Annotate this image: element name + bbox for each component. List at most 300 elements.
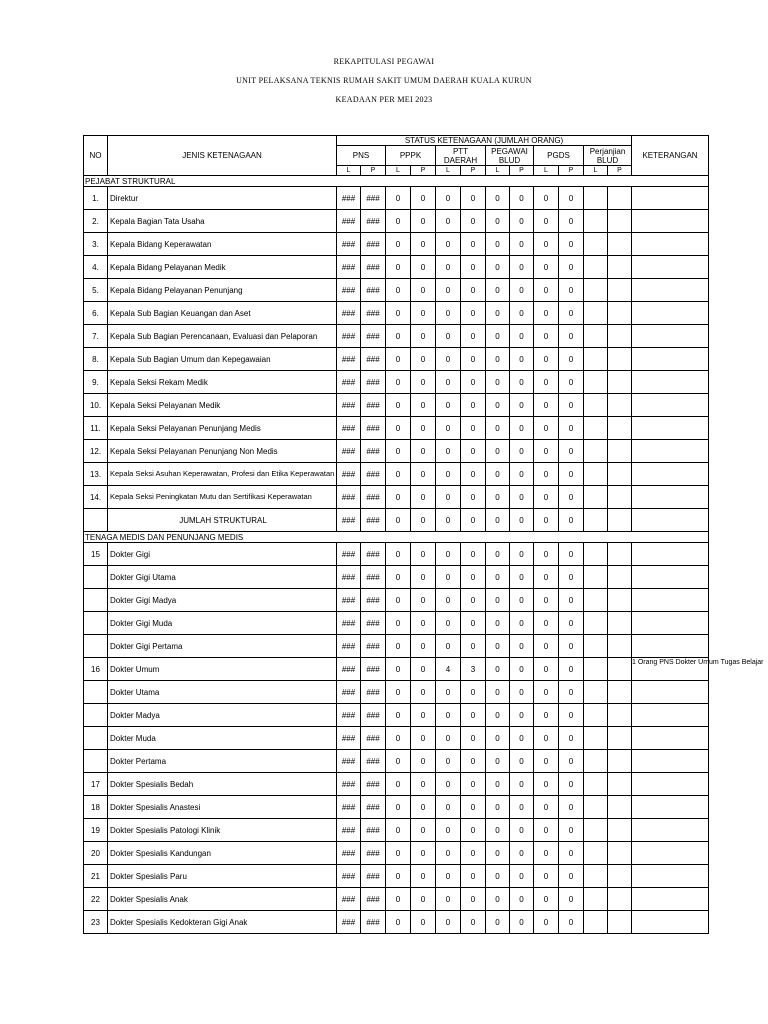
keterangan-cell: 1 Orang PNS Dokter Umum Tugas Belajar [632, 658, 709, 681]
count-cell: 0 [559, 566, 584, 589]
count-cell: 0 [386, 440, 411, 463]
jenis-ketenagaan: Dokter Gigi Madya [108, 589, 337, 612]
count-cell: 0 [386, 681, 411, 704]
count-cell: ### [361, 302, 386, 325]
col-header-status: STATUS KETENAGAAN (JUMLAH ORANG) [337, 136, 632, 146]
count-cell: 0 [534, 325, 559, 348]
count-cell: 0 [411, 440, 436, 463]
count-cell [584, 325, 608, 348]
count-cell: 0 [559, 279, 584, 302]
period-title: KEADAAN PER MEI 2023 [335, 95, 433, 104]
count-cell: 0 [486, 417, 510, 440]
jenis-ketenagaan: Dokter Spesialis Anak [108, 888, 337, 911]
count-cell: 0 [386, 888, 411, 911]
count-cell: 0 [534, 233, 559, 256]
section-label: PEJABAT STRUKTURAL [84, 176, 709, 187]
keterangan-cell [632, 371, 709, 394]
row-number: 11. [84, 417, 108, 440]
jenis-ketenagaan: Direktur [108, 187, 337, 210]
count-cell: 0 [559, 543, 584, 566]
count-cell: 0 [534, 210, 559, 233]
row-number: 12. [84, 440, 108, 463]
keterangan-cell [632, 233, 709, 256]
count-cell [584, 348, 608, 371]
count-cell: 0 [411, 463, 436, 486]
count-cell: 0 [436, 233, 461, 256]
table-row [84, 440, 709, 463]
table-row [84, 796, 709, 819]
count-cell [608, 750, 632, 773]
count-cell [608, 589, 632, 612]
count-cell: 0 [534, 727, 559, 750]
count-cell: 0 [486, 796, 510, 819]
count-cell: ### [337, 302, 361, 325]
count-cell: 0 [436, 612, 461, 635]
count-cell: ### [337, 463, 361, 486]
count-cell [584, 394, 608, 417]
count-cell [584, 727, 608, 750]
keterangan-cell [632, 704, 709, 727]
count-cell: 0 [461, 796, 486, 819]
count-cell: ### [337, 233, 361, 256]
count-cell [584, 440, 608, 463]
count-cell: 0 [411, 750, 436, 773]
count-cell: 0 [436, 210, 461, 233]
row-number [84, 509, 108, 532]
count-cell: 0 [534, 371, 559, 394]
count-cell: ### [337, 819, 361, 842]
count-cell: 0 [411, 187, 436, 210]
count-cell: 0 [559, 256, 584, 279]
count-cell: 0 [411, 865, 436, 888]
count-cell: ### [337, 394, 361, 417]
count-cell: 0 [559, 417, 584, 440]
col-p: P [361, 166, 386, 176]
count-cell: 0 [461, 888, 486, 911]
col-header-perjanjian: Perjanjian BLUD [584, 146, 632, 166]
col-header-jenis: JENIS KETENAGAAN [108, 136, 337, 176]
count-cell: 0 [436, 279, 461, 302]
count-cell: ### [337, 704, 361, 727]
count-cell: 0 [436, 256, 461, 279]
jenis-ketenagaan: Kepala Bidang Pelayanan Penunjang [108, 279, 337, 302]
count-cell: 0 [436, 302, 461, 325]
count-cell: 0 [486, 635, 510, 658]
count-cell: ### [361, 417, 386, 440]
count-cell: 0 [559, 635, 584, 658]
count-cell: ### [337, 566, 361, 589]
jenis-ketenagaan: Kepala Seksi Pelayanan Medik [108, 394, 337, 417]
institution-title: UNIT PELAKSANA TEKNIS RUMAH SAKIT UMUM DAERAH KUALA KURUN [236, 76, 532, 85]
col-p: P [510, 166, 534, 176]
count-cell [608, 463, 632, 486]
count-cell: 0 [461, 819, 486, 842]
col-l: L [486, 166, 510, 176]
count-cell: 0 [386, 865, 411, 888]
jenis-ketenagaan: Kepala Sub Bagian Keuangan dan Aset [108, 302, 337, 325]
table-row [84, 210, 709, 233]
keterangan-cell [632, 888, 709, 911]
count-cell [608, 704, 632, 727]
count-cell: 0 [486, 302, 510, 325]
count-cell [608, 566, 632, 589]
count-cell [584, 819, 608, 842]
count-cell: 0 [436, 543, 461, 566]
row-number [84, 750, 108, 773]
count-cell: 0 [486, 440, 510, 463]
count-cell: ### [361, 819, 386, 842]
count-cell: 0 [559, 704, 584, 727]
count-cell: 0 [510, 750, 534, 773]
count-cell: 0 [411, 911, 436, 934]
count-cell: ### [337, 865, 361, 888]
count-cell [584, 888, 608, 911]
count-cell: 0 [486, 911, 510, 934]
count-cell [584, 210, 608, 233]
count-cell: 0 [559, 325, 584, 348]
row-number: 3. [84, 233, 108, 256]
count-cell: 0 [461, 348, 486, 371]
count-cell: 0 [486, 750, 510, 773]
count-cell: 0 [559, 865, 584, 888]
table-row [84, 589, 709, 612]
count-cell: 0 [510, 865, 534, 888]
count-cell: 0 [461, 704, 486, 727]
count-cell: 0 [461, 509, 486, 532]
count-cell: ### [361, 325, 386, 348]
count-cell: 0 [486, 681, 510, 704]
count-cell: 0 [559, 509, 584, 532]
keterangan-cell [632, 612, 709, 635]
count-cell: ### [337, 440, 361, 463]
table-row [84, 681, 709, 704]
count-cell: 0 [534, 279, 559, 302]
table-row [84, 325, 709, 348]
table-row [84, 888, 709, 911]
count-cell: 0 [386, 750, 411, 773]
count-cell: ### [361, 635, 386, 658]
count-cell: 0 [510, 612, 534, 635]
count-cell: ### [361, 773, 386, 796]
count-cell [608, 509, 632, 532]
count-cell: ### [361, 566, 386, 589]
count-cell: 0 [510, 888, 534, 911]
count-cell [584, 796, 608, 819]
count-cell: 0 [386, 279, 411, 302]
count-cell: 0 [534, 865, 559, 888]
count-cell: 0 [461, 773, 486, 796]
keterangan-cell [632, 256, 709, 279]
count-cell: 0 [559, 658, 584, 681]
count-cell: 0 [436, 371, 461, 394]
count-cell: 0 [461, 750, 486, 773]
jenis-ketenagaan: Dokter Utama [108, 681, 337, 704]
jenis-ketenagaan: Dokter Spesialis Patologi Klinik [108, 819, 337, 842]
keterangan-cell [632, 486, 709, 509]
count-cell: 0 [411, 394, 436, 417]
count-cell: 0 [510, 348, 534, 371]
count-cell: 0 [486, 256, 510, 279]
count-cell: 0 [386, 417, 411, 440]
row-number [84, 566, 108, 589]
count-cell: ### [337, 348, 361, 371]
count-cell [608, 440, 632, 463]
count-cell: 0 [486, 187, 510, 210]
jenis-ketenagaan: Kepala Bagian Tata Usaha [108, 210, 337, 233]
count-cell: ### [361, 233, 386, 256]
count-cell: 0 [386, 509, 411, 532]
count-cell: 0 [510, 589, 534, 612]
row-number: 1. [84, 187, 108, 210]
count-cell: ### [361, 509, 386, 532]
jenis-ketenagaan: Kepala Seksi Asuhan Keperawatan, Profesi dan Etika Keperawatan [108, 463, 337, 486]
keterangan-cell [632, 394, 709, 417]
count-cell: 0 [534, 658, 559, 681]
count-cell: 3 [461, 658, 486, 681]
count-cell: ### [361, 589, 386, 612]
count-cell: 0 [559, 486, 584, 509]
count-cell [584, 233, 608, 256]
count-cell: ### [337, 842, 361, 865]
table-row [84, 658, 709, 681]
count-cell: 0 [411, 302, 436, 325]
count-cell: 0 [510, 302, 534, 325]
col-header-ptt: PTT DAERAH [436, 146, 486, 166]
count-cell [584, 635, 608, 658]
count-cell: 0 [436, 566, 461, 589]
count-cell: ### [337, 417, 361, 440]
count-cell: ### [361, 394, 386, 417]
row-number: 5. [84, 279, 108, 302]
keterangan-cell [632, 543, 709, 566]
row-number: 16 [84, 658, 108, 681]
jenis-ketenagaan: Dokter Spesialis Paru [108, 865, 337, 888]
keterangan-cell [632, 187, 709, 210]
count-cell [584, 417, 608, 440]
count-cell [584, 509, 608, 532]
row-number: 15 [84, 543, 108, 566]
count-cell: 0 [510, 658, 534, 681]
count-cell [608, 865, 632, 888]
count-cell: ### [361, 187, 386, 210]
count-cell: 0 [534, 463, 559, 486]
col-l: L [386, 166, 411, 176]
jenis-ketenagaan: Dokter Gigi Utama [108, 566, 337, 589]
count-cell [584, 279, 608, 302]
count-cell: 0 [461, 543, 486, 566]
count-cell: 0 [411, 773, 436, 796]
count-cell: 0 [510, 704, 534, 727]
count-cell [584, 865, 608, 888]
count-cell: 0 [510, 486, 534, 509]
count-cell [608, 486, 632, 509]
count-cell: 0 [559, 727, 584, 750]
count-cell [608, 635, 632, 658]
table-row [84, 566, 709, 589]
count-cell: ### [337, 509, 361, 532]
count-cell: 0 [510, 773, 534, 796]
row-number: 20 [84, 842, 108, 865]
table-row [84, 463, 709, 486]
count-cell: 0 [386, 796, 411, 819]
count-cell: 4 [436, 658, 461, 681]
count-cell: 0 [510, 210, 534, 233]
count-cell: 0 [534, 302, 559, 325]
count-cell: 0 [510, 463, 534, 486]
col-l: L [534, 166, 559, 176]
jenis-ketenagaan: Dokter Pertama [108, 750, 337, 773]
count-cell: 0 [486, 279, 510, 302]
count-cell: 0 [510, 440, 534, 463]
count-cell: 0 [411, 635, 436, 658]
count-cell: 0 [510, 543, 534, 566]
count-cell: 0 [486, 819, 510, 842]
jenis-ketenagaan: Dokter Umum [108, 658, 337, 681]
count-cell: 0 [461, 681, 486, 704]
row-number: 18 [84, 796, 108, 819]
count-cell [584, 543, 608, 566]
count-cell: 0 [534, 256, 559, 279]
keterangan-cell [632, 911, 709, 934]
count-cell: 0 [461, 635, 486, 658]
count-cell [608, 658, 632, 681]
table-row [84, 842, 709, 865]
keterangan-cell [632, 279, 709, 302]
count-cell: 0 [386, 566, 411, 589]
count-cell: 0 [411, 509, 436, 532]
row-number: 23 [84, 911, 108, 934]
count-cell: 0 [510, 325, 534, 348]
count-cell: 0 [436, 842, 461, 865]
count-cell [584, 750, 608, 773]
table-row [84, 543, 709, 566]
count-cell: 0 [386, 727, 411, 750]
count-cell: 0 [461, 325, 486, 348]
count-cell: 0 [510, 566, 534, 589]
count-cell: 0 [510, 911, 534, 934]
keterangan-cell [632, 509, 709, 532]
count-cell [608, 256, 632, 279]
count-cell: 0 [436, 773, 461, 796]
count-cell: 0 [559, 819, 584, 842]
count-cell: 0 [559, 233, 584, 256]
count-cell: 0 [534, 773, 559, 796]
count-cell: 0 [461, 612, 486, 635]
jenis-ketenagaan: Dokter Spesialis Anastesi [108, 796, 337, 819]
count-cell: 0 [411, 727, 436, 750]
keterangan-cell [632, 589, 709, 612]
count-cell: 0 [386, 302, 411, 325]
count-cell [608, 727, 632, 750]
count-cell: 0 [436, 348, 461, 371]
count-cell: 0 [411, 566, 436, 589]
row-number: 19 [84, 819, 108, 842]
row-number: 17 [84, 773, 108, 796]
count-cell: 0 [411, 888, 436, 911]
count-cell: 0 [386, 187, 411, 210]
count-cell: 0 [534, 394, 559, 417]
jenis-ketenagaan: Dokter Gigi Pertama [108, 635, 337, 658]
count-cell: 0 [436, 704, 461, 727]
count-cell: 0 [411, 543, 436, 566]
count-cell [584, 302, 608, 325]
count-cell: ### [337, 279, 361, 302]
count-cell: 0 [436, 394, 461, 417]
count-cell: ### [361, 463, 386, 486]
count-cell [608, 210, 632, 233]
count-cell: 0 [534, 796, 559, 819]
count-cell: 0 [559, 911, 584, 934]
count-cell: 0 [510, 394, 534, 417]
table-row [84, 417, 709, 440]
count-cell: 0 [559, 842, 584, 865]
count-cell: ### [361, 888, 386, 911]
count-cell [584, 704, 608, 727]
count-cell: ### [337, 486, 361, 509]
count-cell: ### [337, 773, 361, 796]
count-cell: 0 [534, 704, 559, 727]
count-cell: 0 [486, 612, 510, 635]
count-cell: 0 [386, 842, 411, 865]
count-cell: 0 [461, 187, 486, 210]
count-cell: 0 [486, 704, 510, 727]
row-number [84, 727, 108, 750]
count-cell: ### [361, 704, 386, 727]
table-row [84, 302, 709, 325]
jenis-ketenagaan: Kepala Seksi Peningkatan Mutu dan Sertifikasi Keperawatan [108, 486, 337, 509]
row-number [84, 635, 108, 658]
count-cell: 0 [559, 348, 584, 371]
count-cell: 0 [510, 681, 534, 704]
count-cell: 0 [534, 417, 559, 440]
count-cell: ### [337, 589, 361, 612]
count-cell [608, 371, 632, 394]
count-cell: 0 [411, 486, 436, 509]
count-cell [608, 911, 632, 934]
count-cell: 0 [534, 842, 559, 865]
col-header-blud: PEGAWAI BLUD [486, 146, 534, 166]
count-cell: 0 [534, 543, 559, 566]
count-cell: ### [361, 842, 386, 865]
count-cell: 0 [486, 371, 510, 394]
count-cell: 0 [436, 486, 461, 509]
table-row [84, 750, 709, 773]
jenis-ketenagaan: Kepala Sub Bagian Perencanaan, Evaluasi dan Pelaporan [108, 325, 337, 348]
count-cell: 0 [559, 750, 584, 773]
count-cell: 0 [534, 750, 559, 773]
count-cell: 0 [411, 658, 436, 681]
table-row [84, 187, 709, 210]
count-cell: 0 [461, 256, 486, 279]
jenis-ketenagaan: Dokter Gigi Muda [108, 612, 337, 635]
count-cell: 0 [436, 509, 461, 532]
count-cell: ### [337, 187, 361, 210]
count-cell: 0 [534, 589, 559, 612]
col-header-pppk: PPPK [386, 146, 436, 166]
count-cell: 0 [461, 589, 486, 612]
count-cell: 0 [534, 635, 559, 658]
count-cell [608, 543, 632, 566]
count-cell: ### [361, 681, 386, 704]
keterangan-cell [632, 417, 709, 440]
count-cell: 0 [559, 187, 584, 210]
count-cell: 0 [461, 865, 486, 888]
jenis-ketenagaan: Dokter Madya [108, 704, 337, 727]
count-cell: 0 [386, 394, 411, 417]
count-cell: 0 [436, 635, 461, 658]
count-cell: 0 [386, 612, 411, 635]
count-cell: 0 [411, 819, 436, 842]
